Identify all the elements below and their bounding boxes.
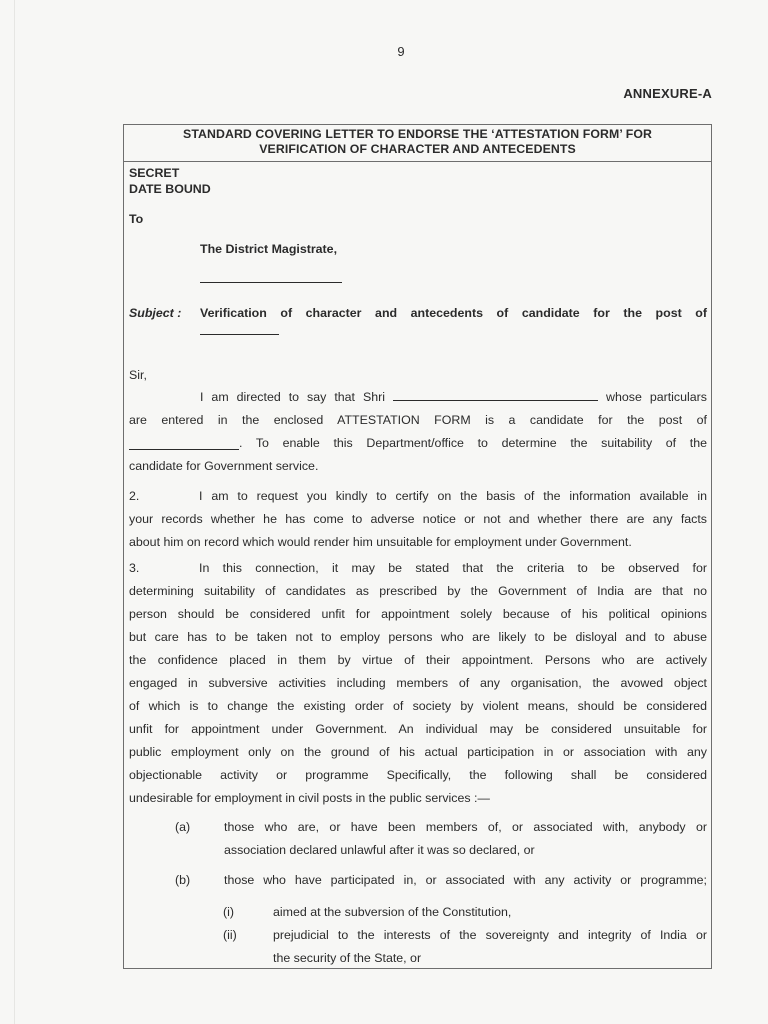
clause-a (129, 816, 707, 862)
sub-clause-i-label: (i) (223, 905, 235, 919)
clause-a-line-1 (129, 816, 707, 839)
paragraph-2 (129, 485, 707, 554)
p2-line-1-text: I am to request you kindly to certify on the basis of the information available in (199, 489, 707, 503)
post-blank (129, 438, 239, 450)
p3-line: objectionable activity or programme Specifically, the following shall be considered (129, 768, 707, 782)
subject-blank (129, 323, 707, 337)
p1-line-4: candidate for Government service. (129, 459, 319, 473)
clause-b-label: (b) (175, 873, 191, 887)
subject-line (129, 305, 707, 321)
addressee: The District Magistrate, (200, 242, 338, 256)
annexure-label: ANNEXURE-A (623, 86, 712, 101)
sub-clause-i (223, 901, 707, 924)
subject-blank-line (200, 323, 279, 335)
p3-line: person should be considered unfit for appointment solely because of his political opinions (129, 607, 707, 621)
clause-b-line-1 (129, 869, 707, 892)
p3-number: 3. (129, 561, 140, 575)
p3-line: engaged in subversive activities including members of any organisation, the avowed object (129, 676, 707, 690)
p1-line-2: are entered in the enclosed ATTESTATION FORM is a candidate for the post of (129, 413, 707, 427)
p3-line: the confidence placed in them by virtue of their appointment. Persons who are actively (129, 653, 707, 667)
clause-a-text: those who are, or have been members of, or associated with, anybody or (224, 820, 707, 834)
p2-line-3: about him on record which would render him unsuitable for employment under Government. (129, 535, 632, 549)
p3-line-1-text: In this connection, it may be stated that the criteria to be observed for (199, 561, 707, 575)
addressee-blank (129, 271, 707, 285)
p2-number: 2. (129, 489, 140, 503)
p1-line-3-text: . To enable this Department/office to determine the suitability of the (239, 436, 707, 450)
p1-line-1 (129, 386, 707, 409)
p3-line: public employment only on the ground of his actual participation in or association with any (129, 745, 707, 759)
letter-frame (123, 124, 712, 969)
p1-line-3 (129, 432, 707, 455)
p1-line-1-end: whose particulars (606, 390, 707, 404)
candidate-name-blank (393, 389, 598, 401)
p3-line: undesirable for employment in civil posts in the public services :— (129, 791, 490, 805)
sub-clause-ii-label: (ii) (223, 928, 237, 942)
p2-line-2: your records whether he has come to adverse notice or not and whether there are any facts (129, 512, 707, 526)
p2-line-1 (129, 485, 707, 508)
title-line-1: STANDARD COVERING LETTER TO ENDORSE THE ‘ATTESTATION FORM’ FOR (183, 127, 652, 141)
sub-clauses (129, 901, 707, 970)
clause-a-line-2: association declared unlawful after it was so declared, or (224, 843, 535, 857)
marking-date-bound: DATE BOUND (129, 182, 211, 196)
p3-line-1 (129, 557, 707, 580)
subject-text: Verification of character and antecedents of candidate for the post of (200, 306, 707, 320)
paragraph-3 (129, 557, 707, 810)
p3-line: of which is to change the existing order of society by violent means, should be considered (129, 699, 707, 713)
p3-line: but care has to be taken not to employ persons who are likely to be disloyal and to abuse (129, 630, 707, 644)
clause-b-text: those who have participated in, or associated with any activity or programme; (224, 873, 707, 887)
clause-a-label: (a) (175, 820, 191, 834)
page-number: 9 (397, 44, 405, 59)
title-line-2: VERIFICATION OF CHARACTER AND ANTECEDENTS (259, 142, 576, 156)
sub-clause-ii-text: prejudicial to the interests of the sovereignty and integrity of India or (273, 928, 707, 942)
sub-clause-ii-line-2: the security of the State, or (273, 951, 422, 965)
p1-line-1-start: I am directed to say that Shri (200, 390, 386, 404)
sub-clause-ii (223, 924, 707, 947)
p3-line: determining suitability of candidates as prescribed by the Government of India are that no (129, 584, 707, 598)
document-title (124, 125, 711, 162)
addressee-blank-line (200, 271, 342, 283)
marking-secret: SECRET (129, 166, 180, 180)
scan-edge (14, 0, 15, 1024)
sub-clause-i-text: aimed at the subversion of the Constitution, (273, 905, 512, 919)
clause-b (129, 869, 707, 892)
salutation: Sir, (129, 368, 147, 382)
to-label: To (129, 212, 144, 226)
letter-body (124, 162, 711, 970)
p3-line: unfit for appointment under Government. An individual may be considered unsuitable for (129, 722, 707, 736)
subject-label: Subject : (129, 306, 182, 320)
paragraph-1 (129, 386, 707, 478)
